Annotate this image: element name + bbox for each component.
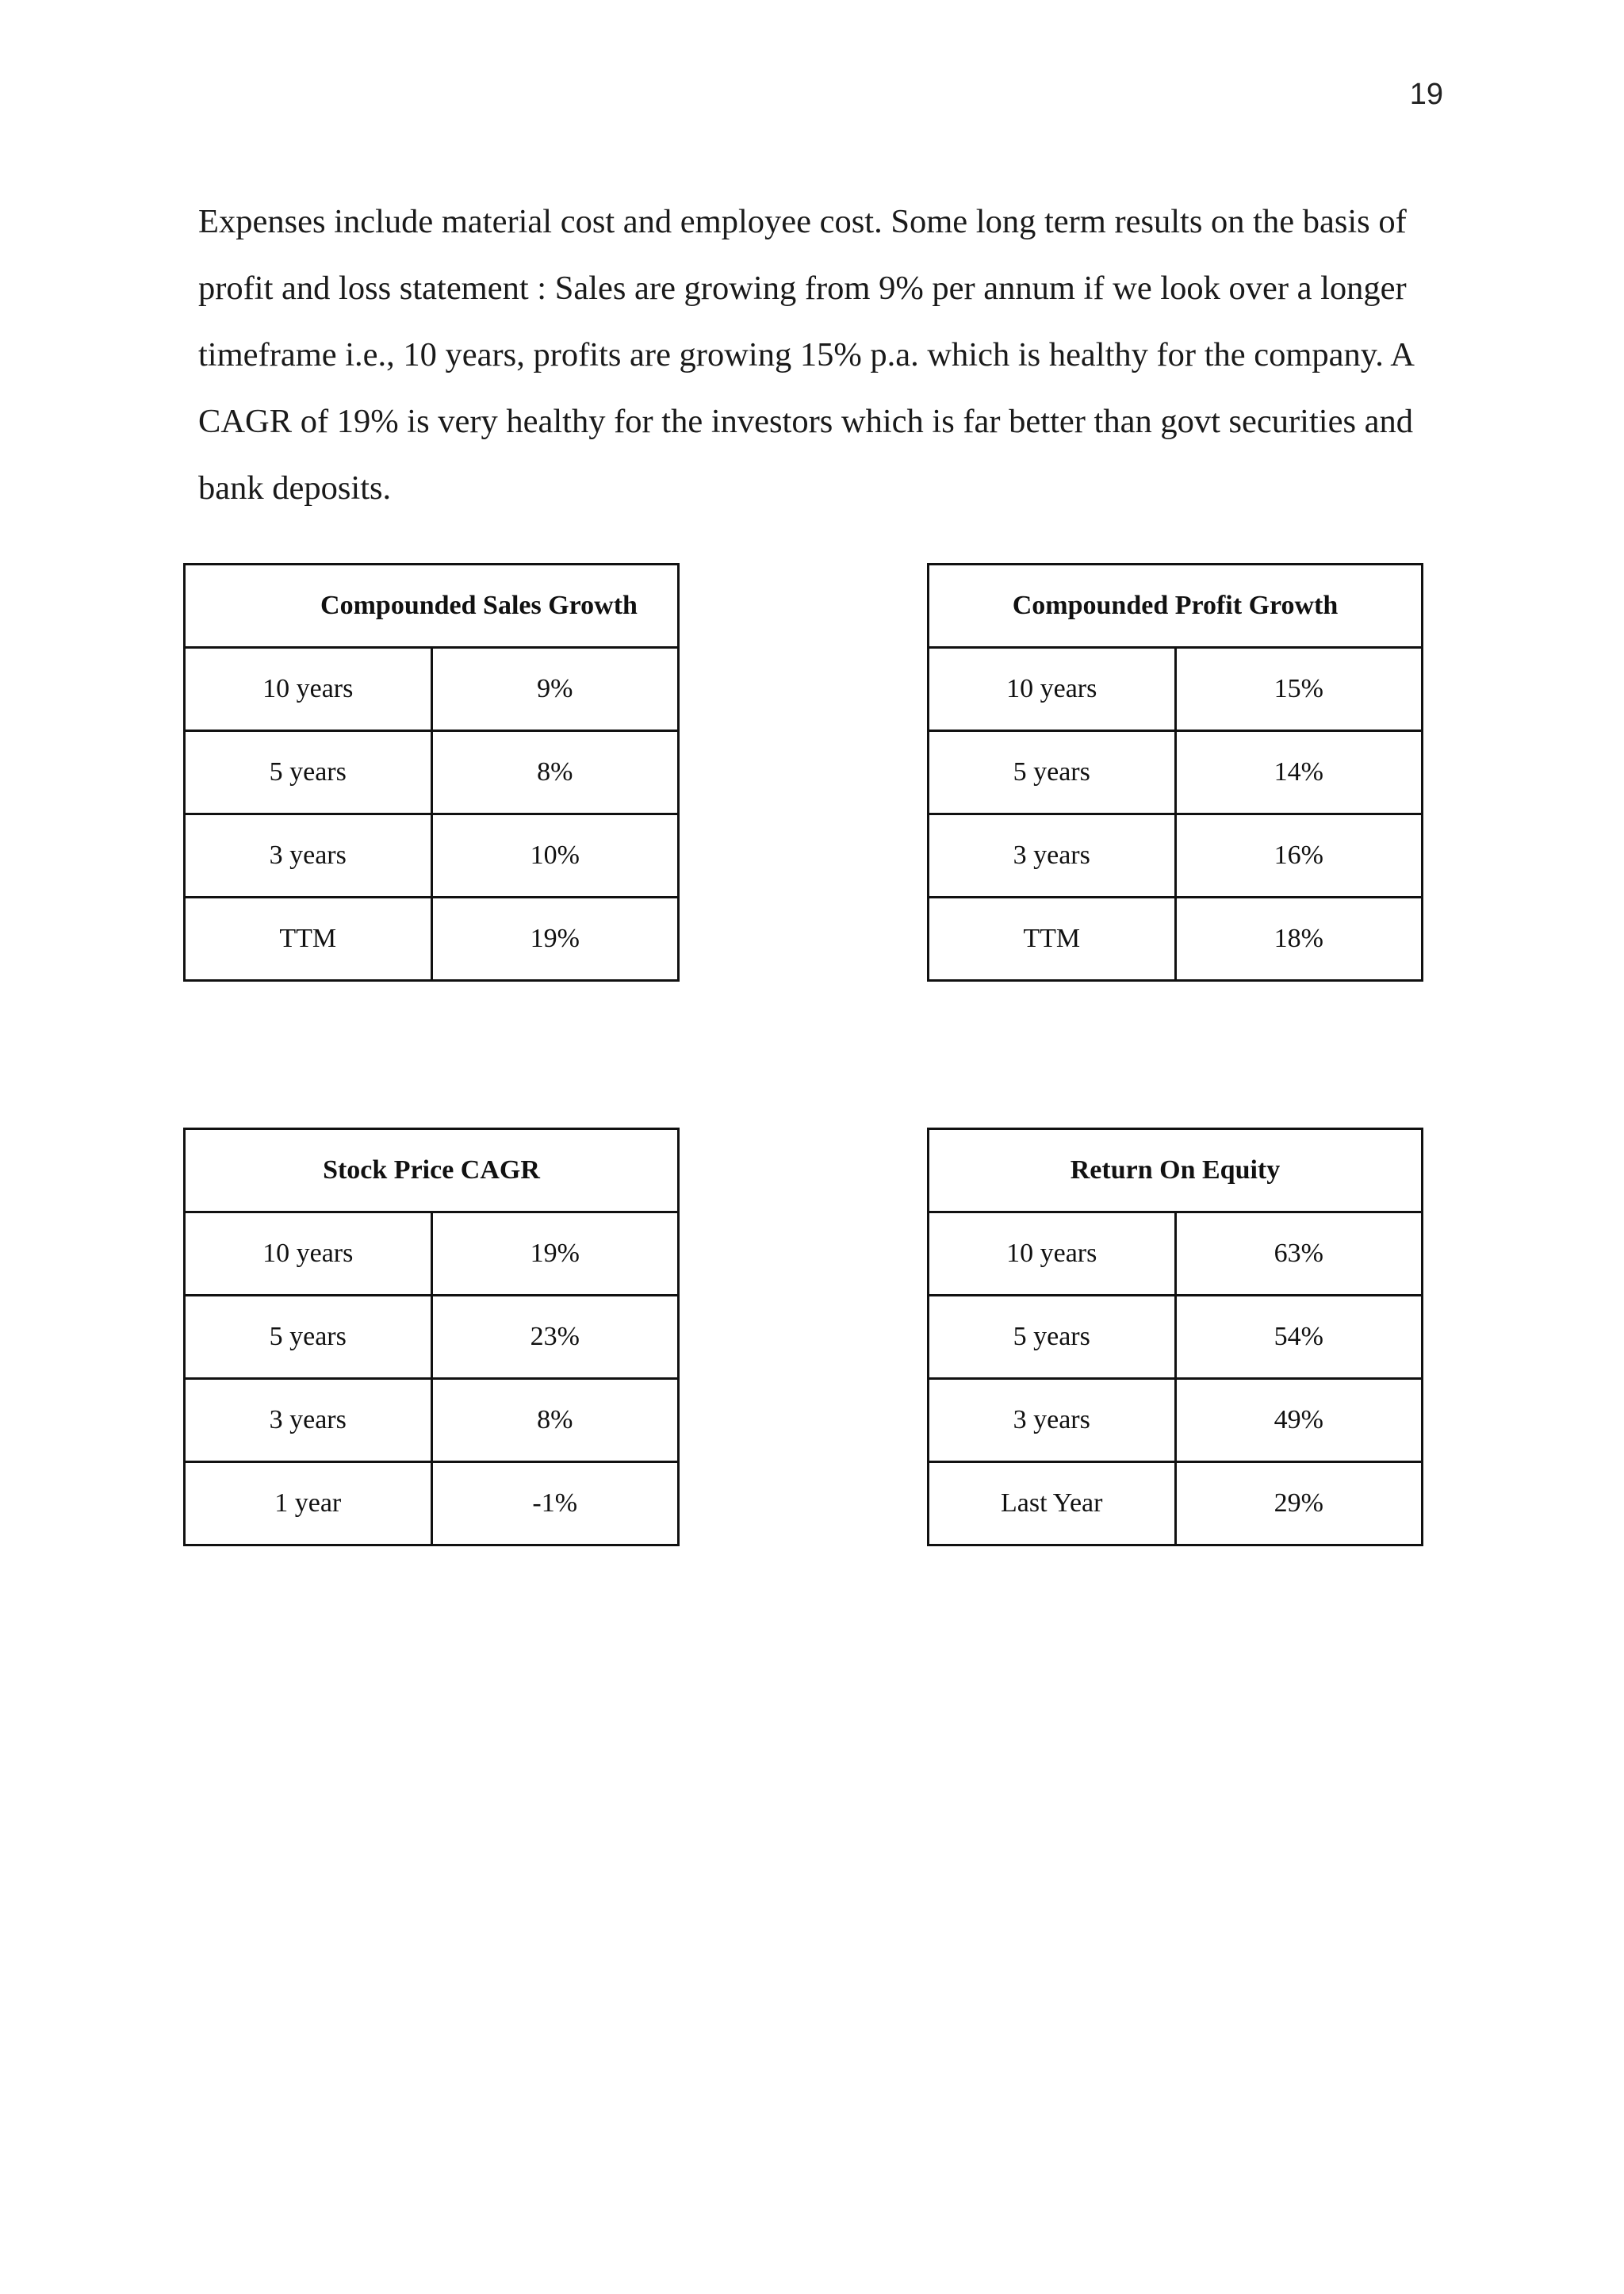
table-row bbox=[929, 898, 1423, 981]
sales-growth-table bbox=[183, 563, 680, 982]
value-cell: 23% bbox=[431, 1296, 679, 1379]
period-cell: 5 years bbox=[185, 1296, 432, 1379]
period-cell: 5 years bbox=[185, 731, 432, 814]
table-row bbox=[185, 1379, 679, 1462]
profit-growth-table bbox=[927, 563, 1423, 982]
table-row bbox=[929, 1379, 1423, 1462]
period-cell: Last Year bbox=[929, 1462, 1176, 1545]
value-cell: 19% bbox=[431, 1212, 679, 1296]
period-cell: 10 years bbox=[185, 1212, 432, 1296]
period-cell: 5 years bbox=[929, 1296, 1176, 1379]
period-cell: 1 year bbox=[185, 1462, 432, 1545]
value-cell: 19% bbox=[431, 898, 679, 981]
table-row bbox=[185, 648, 679, 731]
value-cell: 16% bbox=[1175, 814, 1423, 898]
paragraph-line: Expenses include material cost and employee cost. Some long term results on the basis of bbox=[198, 203, 1407, 240]
table-title: Stock Price CAGR bbox=[185, 1129, 679, 1212]
table-title: Compounded Profit Growth bbox=[929, 565, 1423, 648]
value-cell: 54% bbox=[1175, 1296, 1423, 1379]
table-row bbox=[929, 648, 1423, 731]
period-cell: 3 years bbox=[929, 1379, 1176, 1462]
table-header-row bbox=[185, 1129, 679, 1212]
value-cell: 10% bbox=[431, 814, 679, 898]
paragraph-line: profit and loss statement : Sales are growing from 9% per annum if we look over a longer bbox=[198, 270, 1407, 307]
table-row bbox=[929, 1462, 1423, 1545]
table-row bbox=[185, 731, 679, 814]
period-cell: 5 years bbox=[929, 731, 1176, 814]
body-paragraph bbox=[198, 189, 1451, 522]
paragraph-line: CAGR of 19% is very healthy for the investors which is far better than govt securities and bbox=[198, 403, 1413, 440]
value-cell: 8% bbox=[431, 731, 679, 814]
table-title: Return On Equity bbox=[929, 1129, 1423, 1212]
table-row bbox=[185, 1296, 679, 1379]
table-row bbox=[185, 1212, 679, 1296]
table-row bbox=[929, 1212, 1423, 1296]
value-cell: 18% bbox=[1175, 898, 1423, 981]
return-on-equity-table bbox=[927, 1128, 1423, 1546]
period-cell: TTM bbox=[929, 898, 1176, 981]
period-cell: 3 years bbox=[929, 814, 1176, 898]
value-cell: -1% bbox=[431, 1462, 679, 1545]
table-row bbox=[929, 731, 1423, 814]
table-header-row bbox=[185, 565, 679, 648]
paragraph-line: bank deposits. bbox=[198, 469, 392, 507]
value-cell: 29% bbox=[1175, 1462, 1423, 1545]
period-cell: 10 years bbox=[185, 648, 432, 731]
table-row bbox=[185, 1462, 679, 1545]
value-cell: 8% bbox=[431, 1379, 679, 1462]
period-cell: 10 years bbox=[929, 1212, 1176, 1296]
period-cell: 3 years bbox=[185, 1379, 432, 1462]
table-header-row bbox=[929, 565, 1423, 648]
table-header-row bbox=[929, 1129, 1423, 1212]
table-row bbox=[929, 814, 1423, 898]
value-cell: 9% bbox=[431, 648, 679, 731]
table-title: Compounded Sales Growth bbox=[185, 565, 679, 648]
stock-price-cagr-table bbox=[183, 1128, 680, 1546]
period-cell: TTM bbox=[185, 898, 432, 981]
table-row bbox=[185, 814, 679, 898]
period-cell: 3 years bbox=[185, 814, 432, 898]
value-cell: 14% bbox=[1175, 731, 1423, 814]
value-cell: 49% bbox=[1175, 1379, 1423, 1462]
value-cell: 63% bbox=[1175, 1212, 1423, 1296]
table-row bbox=[185, 898, 679, 981]
period-cell: 10 years bbox=[929, 648, 1176, 731]
paragraph-line: timeframe i.e., 10 years, profits are growing 15% p.a. which is healthy for the company. A bbox=[198, 336, 1415, 373]
table-row bbox=[929, 1296, 1423, 1379]
value-cell: 15% bbox=[1175, 648, 1423, 731]
page-number: 19 bbox=[1409, 78, 1443, 111]
